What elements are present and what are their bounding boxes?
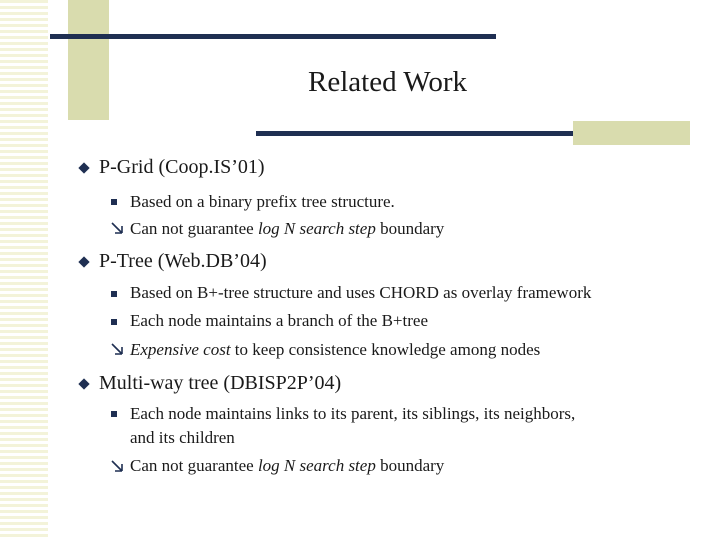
section-heading-pgrid: P-Grid (Coop.IS’01): [99, 156, 265, 178]
slide-title: Related Work: [308, 66, 468, 98]
square-bullet-icon: [111, 319, 117, 325]
diamond-bullet-icon: [78, 256, 89, 267]
decorative-accent-block-top: [68, 0, 109, 120]
diamond-bullet-icon: [78, 378, 89, 389]
point-text-line1: Each node maintains links to its parent, its siblings, its neighbors,: [130, 404, 576, 423]
point-text-after: boundary: [375, 219, 445, 238]
title-rule-top: [50, 34, 496, 39]
point-text-italic: log N search step: [257, 456, 376, 475]
point-text: [130, 456, 444, 476]
point-text: [130, 340, 540, 360]
point-text: Based on a binary prefix tree structure.: [130, 192, 395, 211]
point-text-before: Can not guarantee: [130, 219, 258, 238]
decorative-stripe-strip: [0, 0, 50, 540]
point-text: Based on B+-tree structure and uses CHORD as overlay framework: [130, 283, 592, 302]
section-heading-multiway: Multi-way tree (DBISP2P’04): [99, 372, 342, 394]
hollow-arrow-icon: [109, 221, 125, 235]
point-text-line2: and its children: [130, 428, 235, 447]
point-text-after: boundary: [375, 456, 445, 475]
square-bullet-icon: [111, 199, 117, 205]
point-text-after: to keep consistence knowledge among nodes: [230, 340, 541, 359]
square-bullet-icon: [111, 291, 117, 297]
section-heading-ptree: P-Tree (Web.DB’04): [99, 250, 267, 272]
point-text-before: Can not guarantee: [130, 456, 258, 475]
point-text: [130, 219, 444, 239]
square-bullet-icon: [111, 411, 117, 417]
decorative-accent-block-right: [573, 121, 690, 145]
hollow-arrow-icon: [109, 459, 125, 473]
point-text: Each node maintains a branch of the B+tree: [130, 311, 428, 330]
point-text-italic: log N search step: [257, 219, 376, 238]
hollow-arrow-icon: [109, 342, 125, 356]
diamond-bullet-icon: [78, 162, 89, 173]
point-text-italic: Expensive cost: [130, 340, 231, 359]
